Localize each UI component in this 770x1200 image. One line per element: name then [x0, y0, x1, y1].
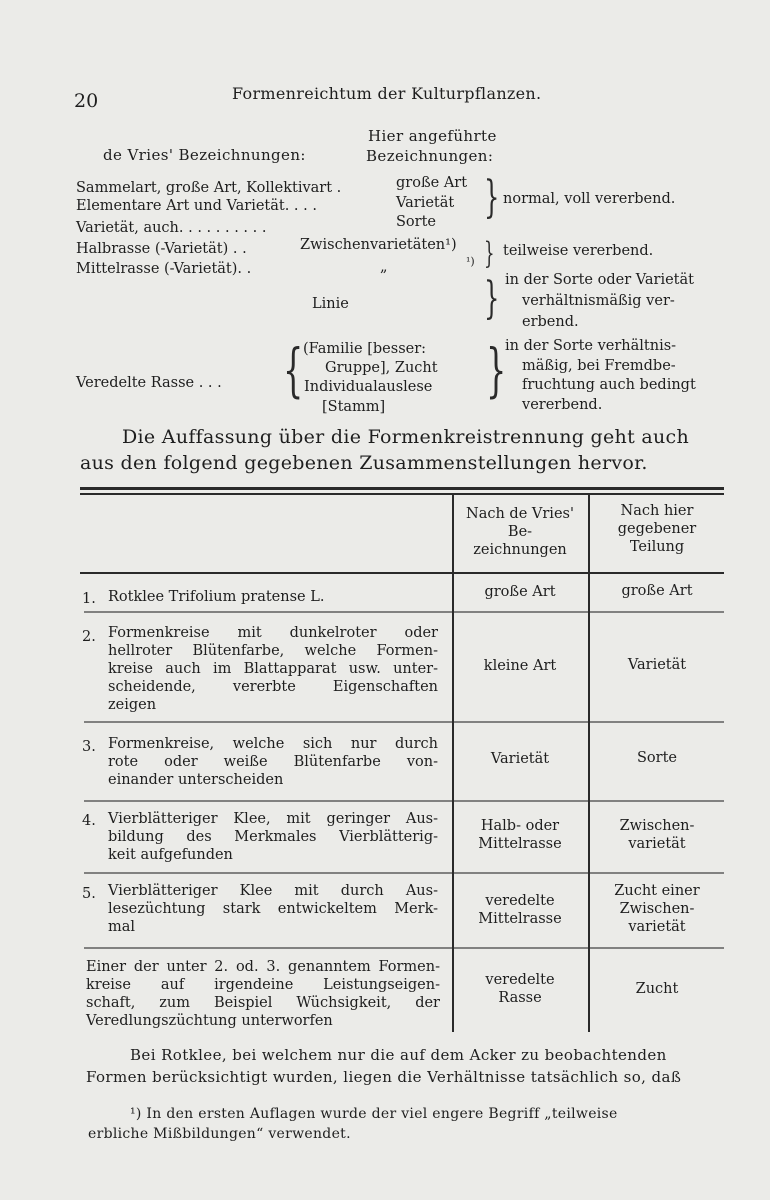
table-header-rule [80, 572, 724, 574]
table-cell-col2: große Art [484, 584, 556, 600]
closing-line-1: Bei Rotklee, bei welchem nur die auf dem Acker zu beobachtenden [130, 1046, 667, 1064]
comparison-left-4: Halbrasse (-Varietät) . . [76, 241, 247, 257]
comparison-mid-7-line3: Individualauslese [304, 379, 433, 395]
table-cell-col2: veredelte Mittelrasse [478, 893, 562, 927]
footnote-line-1: ¹) In den ersten Auflagen wurde der viel engere Begriff „teilweise [130, 1106, 618, 1122]
table-row-number: 4. [82, 813, 96, 829]
comparison-left-2: Elementare Art und Varietät. . . . [76, 198, 317, 214]
comparison-left-1: Sammelart, große Art, Kollektivart . [76, 180, 342, 196]
table-row-text: Einer der unter 2. od. 3. genanntem Formen- kreise auf irgendeine Leistungseigen- schaft, zum Beispiel Wüchsigkeit, der Veredlungszüchtung unterworfen [86, 959, 440, 1029]
table-top-rule [80, 487, 724, 490]
table-row-number: 1. [82, 591, 96, 607]
table-header-col2: Nach de Vries' Be- zeichnungen [466, 506, 574, 558]
note-2: teilweise vererbend. [503, 243, 654, 259]
note-4-line3: fruchtung auch bedingt [522, 377, 696, 393]
col1-header: de Vries' Bezeichnungen: [103, 146, 306, 164]
comparison-mid-5: „ [380, 259, 388, 275]
table-cell-col3: Sorte [636, 750, 677, 766]
table-cell-col3: große Art [621, 583, 693, 599]
intro-line-1: Die Auffassung über die Formenkreistrennung geht auch [122, 426, 690, 448]
brace-icon: { [283, 336, 304, 404]
table-row-text: Vierblätteriger Klee, mit geringer Aus- bildung des Merkmales Vierblätterig- keit aufgefunden [108, 811, 438, 863]
running-head: Formenreichtum der Kulturpflanzen. [232, 84, 542, 103]
table-row-number: 2. [82, 629, 96, 645]
note-1: normal, voll vererbend. [503, 191, 676, 207]
col2-header-line2: Bezeichnungen: [366, 147, 494, 165]
comparison-mid-3: Sorte [396, 214, 437, 230]
page-number: 20 [74, 90, 99, 112]
closing-line-2: Formen berücksichtigt wurden, liegen die Verhältnisse tatsächlich so, daß [86, 1068, 682, 1086]
row-rule [84, 872, 724, 874]
col2-header-line1: Hier angeführte [368, 127, 497, 145]
table-cell-col2: Halb- oder Mittelrasse [478, 818, 562, 852]
intro-line-2: aus den folgend gegebenen Zusammenstellungen hervor. [80, 452, 648, 474]
note-4-line1: in der Sorte verhältnis- [505, 338, 677, 354]
comparison-left-5: Mittelrasse (-Varietät). . [76, 261, 252, 277]
table-cell-col2: Varietät [490, 751, 550, 767]
comparison-mid-1: große Art [396, 175, 468, 191]
brace-icon: } [484, 236, 495, 271]
comparison-mid-5-note: ¹) [466, 255, 475, 268]
row-rule [84, 611, 724, 613]
table-cell-col3: Varietät [627, 657, 687, 673]
brace-icon: } [486, 336, 507, 404]
note-3-line2: verhältnismäßig ver- [522, 293, 675, 309]
brace-icon: } [484, 172, 500, 223]
table-cell-col2: kleine Art [483, 658, 557, 674]
brace-icon: } [484, 273, 500, 324]
note-3-line3: erbend. [522, 314, 579, 330]
table-cell-col2: veredelte Rasse [485, 972, 555, 1006]
table-row-text: Vierblätteriger Klee mit durch Aus- lesezüchtung stark entwickeltem Merk- mal [108, 883, 438, 935]
table-cell-col3: Zwischen- varietät [619, 818, 695, 852]
table-cell-col3: Zucht einer Zwischen- varietät [614, 883, 700, 935]
comparison-mid-7-line4: [Stamm] [322, 399, 386, 415]
table-row-text: Rotklee Trifolium pratense L. [108, 589, 325, 605]
table-row-number: 5. [82, 886, 96, 902]
table-row-text: Formenkreise mit dunkelroter oder hellroter Blütenfarbe, welche Formen- kreise auch im Blattapparat usw. unter- scheidende, vererbte Eigenschaften zeigen [108, 625, 438, 713]
comparison-mid-4: Zwischenvarietäten¹) [300, 237, 457, 253]
row-rule [84, 721, 724, 723]
table-top-rule [80, 493, 724, 495]
comparison-mid-7-line1: (Familie [besser: [303, 341, 427, 357]
table-row-text: Formenkreise, welche sich nur durch rote oder weiße Blütenfarbe von- einander unterscheiden [108, 736, 438, 788]
comparison-mid-2: Varietät [396, 195, 455, 211]
note-3-line1: in der Sorte oder Varietät [505, 272, 694, 288]
table-header-col3: Nach hier gegebener Teilung [617, 503, 697, 555]
table-row-number: 3. [82, 739, 96, 755]
row-rule [84, 947, 724, 949]
note-4-line4: vererbend. [522, 397, 603, 413]
comparison-left-3: Varietät, auch. . . . . . . . . . [76, 220, 267, 236]
note-4-line2: mäßig, bei Fremdbe- [522, 358, 676, 374]
comparison-mid-7-line2: Gruppe], Zucht [325, 360, 438, 376]
footnote-line-2: erbliche Mißbildungen“ verwendet. [88, 1126, 351, 1142]
comparison-left-7: Veredelte Rasse . . . [76, 375, 222, 391]
comparison-mid-6: Linie [312, 296, 349, 312]
row-rule [84, 800, 724, 802]
table-cell-col3: Zucht [635, 981, 679, 997]
